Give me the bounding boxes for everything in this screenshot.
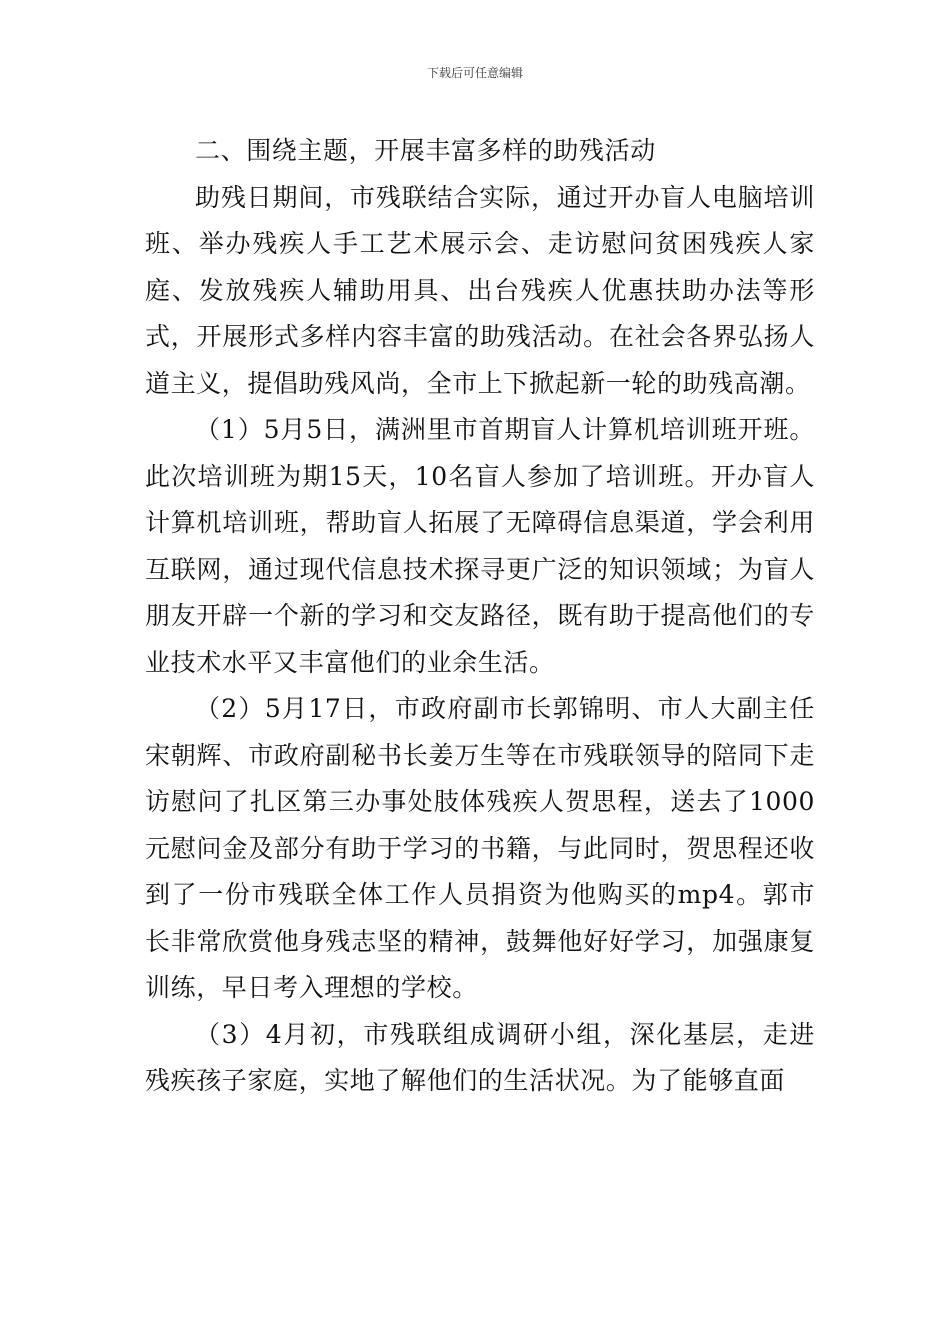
paragraph-item-1: （1）5月5日，满洲里市首期盲人计算机培训班开班。此次培训班为期15天，10名盲人参加了培训班。开办盲人计算机培训班，帮助盲人拓展了无障碍信息渠道，学会利用互联网，通过现代信息技术探寻更广泛的知识领域；为盲人朋友开辟一个新的学习和交友路径，既有助于提高他们的专业技术水平又丰富他们的业余生活。 [145,415,815,677]
page-header-note: 下载后可任意编辑 [426,66,523,80]
paragraph-intro: 助残日期间，市残联结合实际，通过开办盲人电脑培训班、举办残疾人手工艺术展示会、走访慰问贫困残疾人家庭、发放残疾人辅助用具、出台残疾人优惠扶助办法等形式，开展形式多样内容丰富的助残活动。在社会各界弘扬人道主义，提倡助残风尚，全市上下掀起新一轮的助残高潮。 [145,182,815,398]
paragraph-item-2: （2）5月17日，市政府副市长郭锦明、市人大副主任宋朝辉、市政府副秘书长姜万生等在市残联领导的陪同下走访慰问了扎区第三办事处肢体残疾人贺思程，送去了1000元慰问金及部分有助于学习的书籍，与此同时，贺思程还收到了一份市残联全体工作人员捐资为他购买的mp4。郭市长非常欣赏他身残志坚的精神，鼓舞他好好学习，加强康复训练，早日考入理想的学校。 [145,694,815,1002]
section-heading: 二、围绕主题，开展丰富多样的助残活动 [195,136,656,165]
document-body [145,128,815,1105]
paragraph-item-3: （3）4月初，市残联组成调研小组，深化基层，走进残疾孩子家庭，实地了解他们的生活状况。为了能够直面 [145,1019,815,1095]
